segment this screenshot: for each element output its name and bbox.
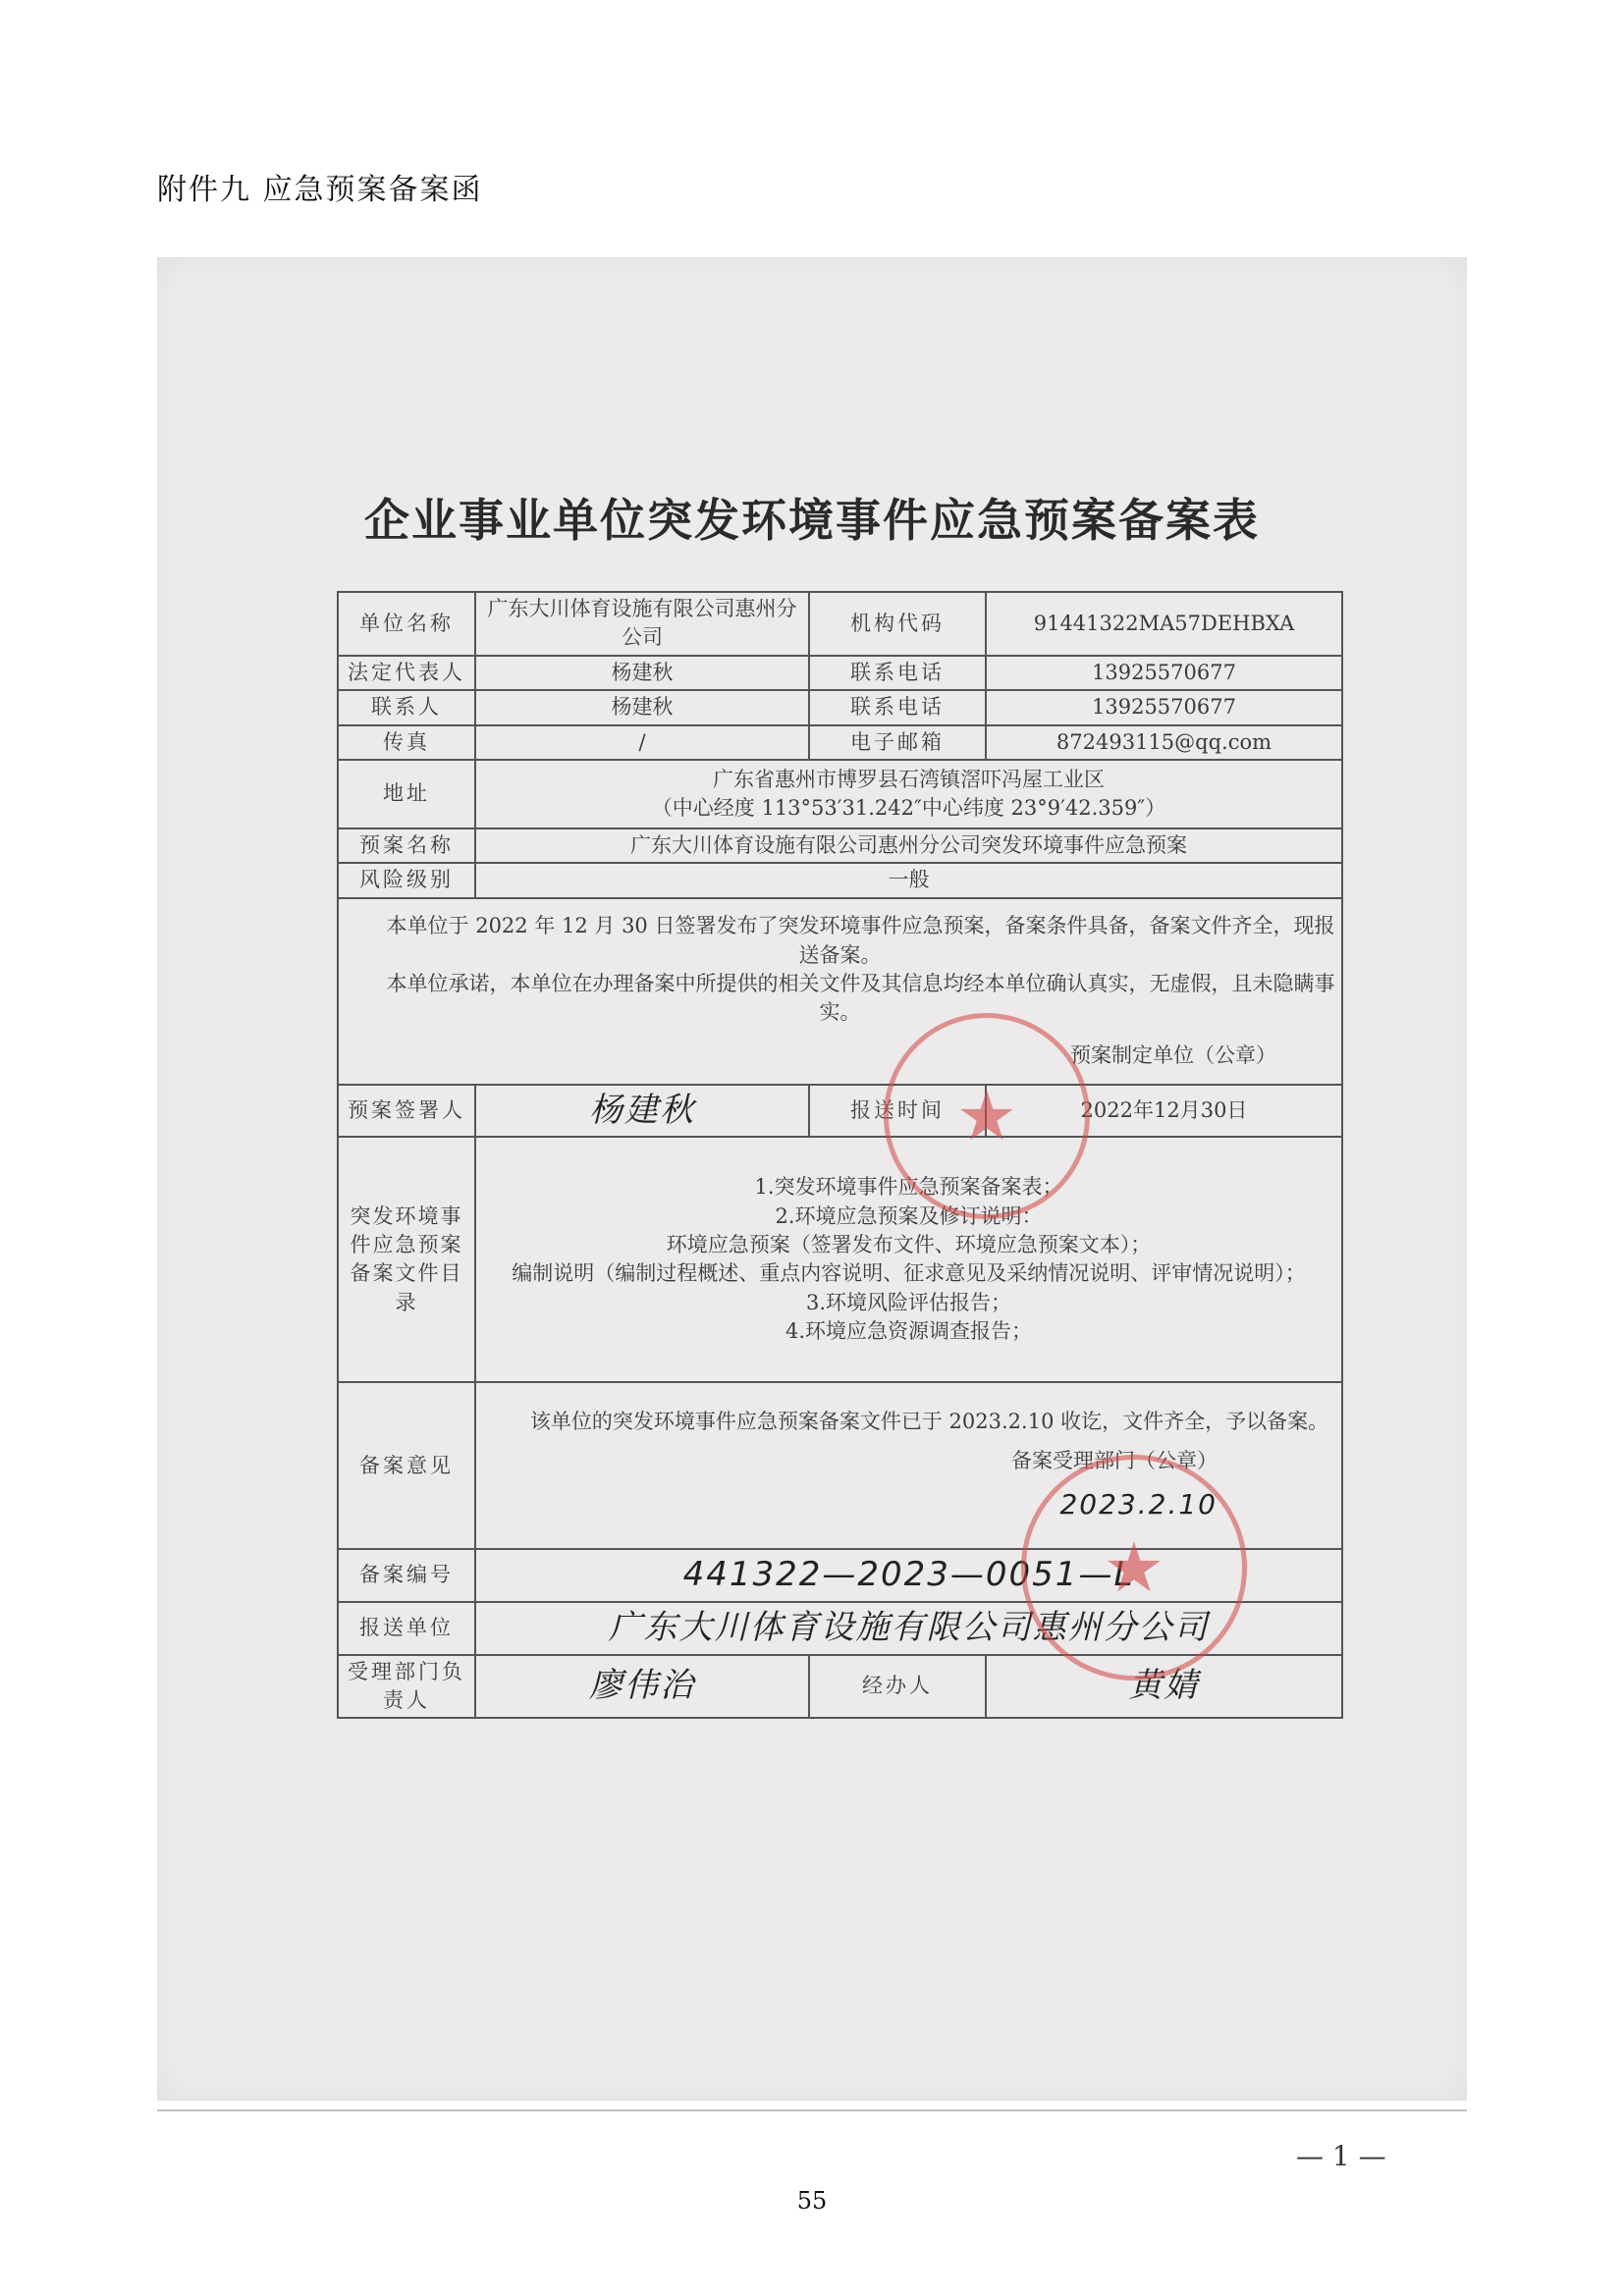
label-address: 地址: [338, 760, 475, 828]
label-phone-2: 联系电话: [809, 690, 986, 724]
value-handler: [986, 1655, 1342, 1719]
opinion-body: 该单位的突发环境事件应急预案备案文件已于 2023.2.10 收讫，文件齐全，予以备案。: [529, 1410, 1329, 1434]
file-item: 环境应急预案（签署发布文件、环境应急预案文本）；: [666, 1232, 1152, 1256]
value-signer-signature: [475, 1085, 809, 1138]
value-record-no: [475, 1549, 1342, 1602]
label-dept-head: 受理部门负责人: [338, 1655, 475, 1719]
label-plan-name: 预案名称: [338, 828, 475, 863]
value-risk-level: 一般: [475, 863, 1342, 897]
label-org-code: 机构代码: [809, 592, 986, 656]
submit-unit-handwritten: 广东大川体育设施有限公司惠州分公司: [608, 1607, 1210, 1647]
value-contact: 杨建秋: [475, 690, 809, 724]
statement-seal-line: 预案制定单位（公章）: [1070, 1042, 1276, 1067]
statement-para-1: 本单位于 2022 年 12 月 30 日签署发布了突发环境事件应急预案，备案条件具备，备案文件齐全，现报送备案。: [386, 914, 1335, 967]
submission-statement: [338, 898, 1342, 1085]
divider: [157, 2109, 1467, 2111]
label-unit-name: 单位名称: [338, 592, 475, 656]
address-line-2: （中心经度 113°53′31.242″中心纬度 23°9′42.359″）: [651, 795, 1166, 820]
label-submit-time: 报送时间: [809, 1085, 986, 1138]
file-item: 2.环境应急预案及修订说明：: [775, 1203, 1043, 1228]
scanned-form: [157, 257, 1467, 2172]
form-title: 企业事业单位突发环境事件应急预案备案表: [364, 494, 1260, 547]
label-handler: 经办人: [809, 1655, 986, 1719]
label-risk-level: 风险级别: [338, 863, 475, 897]
label-fax: 传真: [338, 725, 475, 760]
label-contact: 联系人: [338, 690, 475, 724]
label-legal-rep: 法定代表人: [338, 656, 475, 690]
value-submit-unit: [475, 1602, 1342, 1655]
label-opinion: 备案意见: [338, 1382, 475, 1549]
value-legal-rep-phone: 13925570677: [986, 656, 1342, 690]
dept-head-signature: 廖伟治: [589, 1666, 695, 1706]
filing-opinion: [475, 1382, 1342, 1549]
signer-signature: 杨建秋: [589, 1090, 695, 1130]
value-email: 872493115@qq.com: [986, 725, 1342, 760]
value-unit-name: 广东大川体育设施有限公司惠州分公司: [475, 592, 809, 656]
file-directory-list: [475, 1137, 1342, 1382]
value-contact-phone: 13925570677: [986, 690, 1342, 724]
record-no-handwritten: 441322—2023—0051—L: [682, 1555, 1135, 1595]
value-address: [475, 760, 1342, 828]
label-email: 电子邮箱: [809, 725, 986, 760]
handler-signature: 黄婧: [1128, 1666, 1200, 1706]
file-item: 1.突发环境事件应急预案备案表；: [754, 1175, 1063, 1200]
attachment-title: 附件九 应急预案备案函: [157, 173, 483, 207]
label-phone-1: 联系电话: [809, 656, 986, 690]
seal-star-icon: ★: [955, 1076, 1018, 1156]
file-item: 编制说明（编制过程概述、重点内容说明、征求意见及采纳情况说明、评审情况说明）；: [512, 1261, 1306, 1286]
value-fax: /: [475, 725, 809, 760]
label-record-no: 备案编号: [338, 1549, 475, 1602]
filing-table: [337, 591, 1343, 1719]
seal-star-icon: ★: [1103, 1527, 1165, 1608]
page-number: 55: [796, 2187, 828, 2215]
value-legal-rep: 杨建秋: [475, 656, 809, 690]
file-item: 4.环境应急资源调查报告；: [785, 1319, 1033, 1344]
file-item: 3.环境风险评估报告；: [805, 1290, 1012, 1314]
opinion-handwritten-date: 2023.2.10: [1059, 1488, 1218, 1522]
label-signer: 预案签署人: [338, 1085, 475, 1138]
label-submit-unit: 报送单位: [338, 1602, 475, 1655]
value-submit-time: 2022年12月30日: [986, 1085, 1342, 1138]
value-plan-name: 广东大川体育设施有限公司惠州分公司突发环境事件应急预案: [475, 828, 1342, 863]
value-org-code: 91441322MA57DEHBXA: [986, 592, 1342, 656]
opinion-unit: 备案受理部门（公章）: [1011, 1448, 1218, 1472]
inner-page-mark: — 1 —: [1296, 2140, 1386, 2172]
label-file-directory: 突发环境事件应急预案备案文件目录: [338, 1137, 475, 1382]
address-line-1: 广东省惠州市博罗县石湾镇滘吓冯屋工业区: [713, 767, 1105, 791]
value-dept-head: [475, 1655, 809, 1719]
statement-para-2: 本单位承诺，本单位在办理备案中所提供的相关文件及其信息均经本单位确认真实，无虚假，且未隐瞒事实。: [386, 972, 1335, 1025]
